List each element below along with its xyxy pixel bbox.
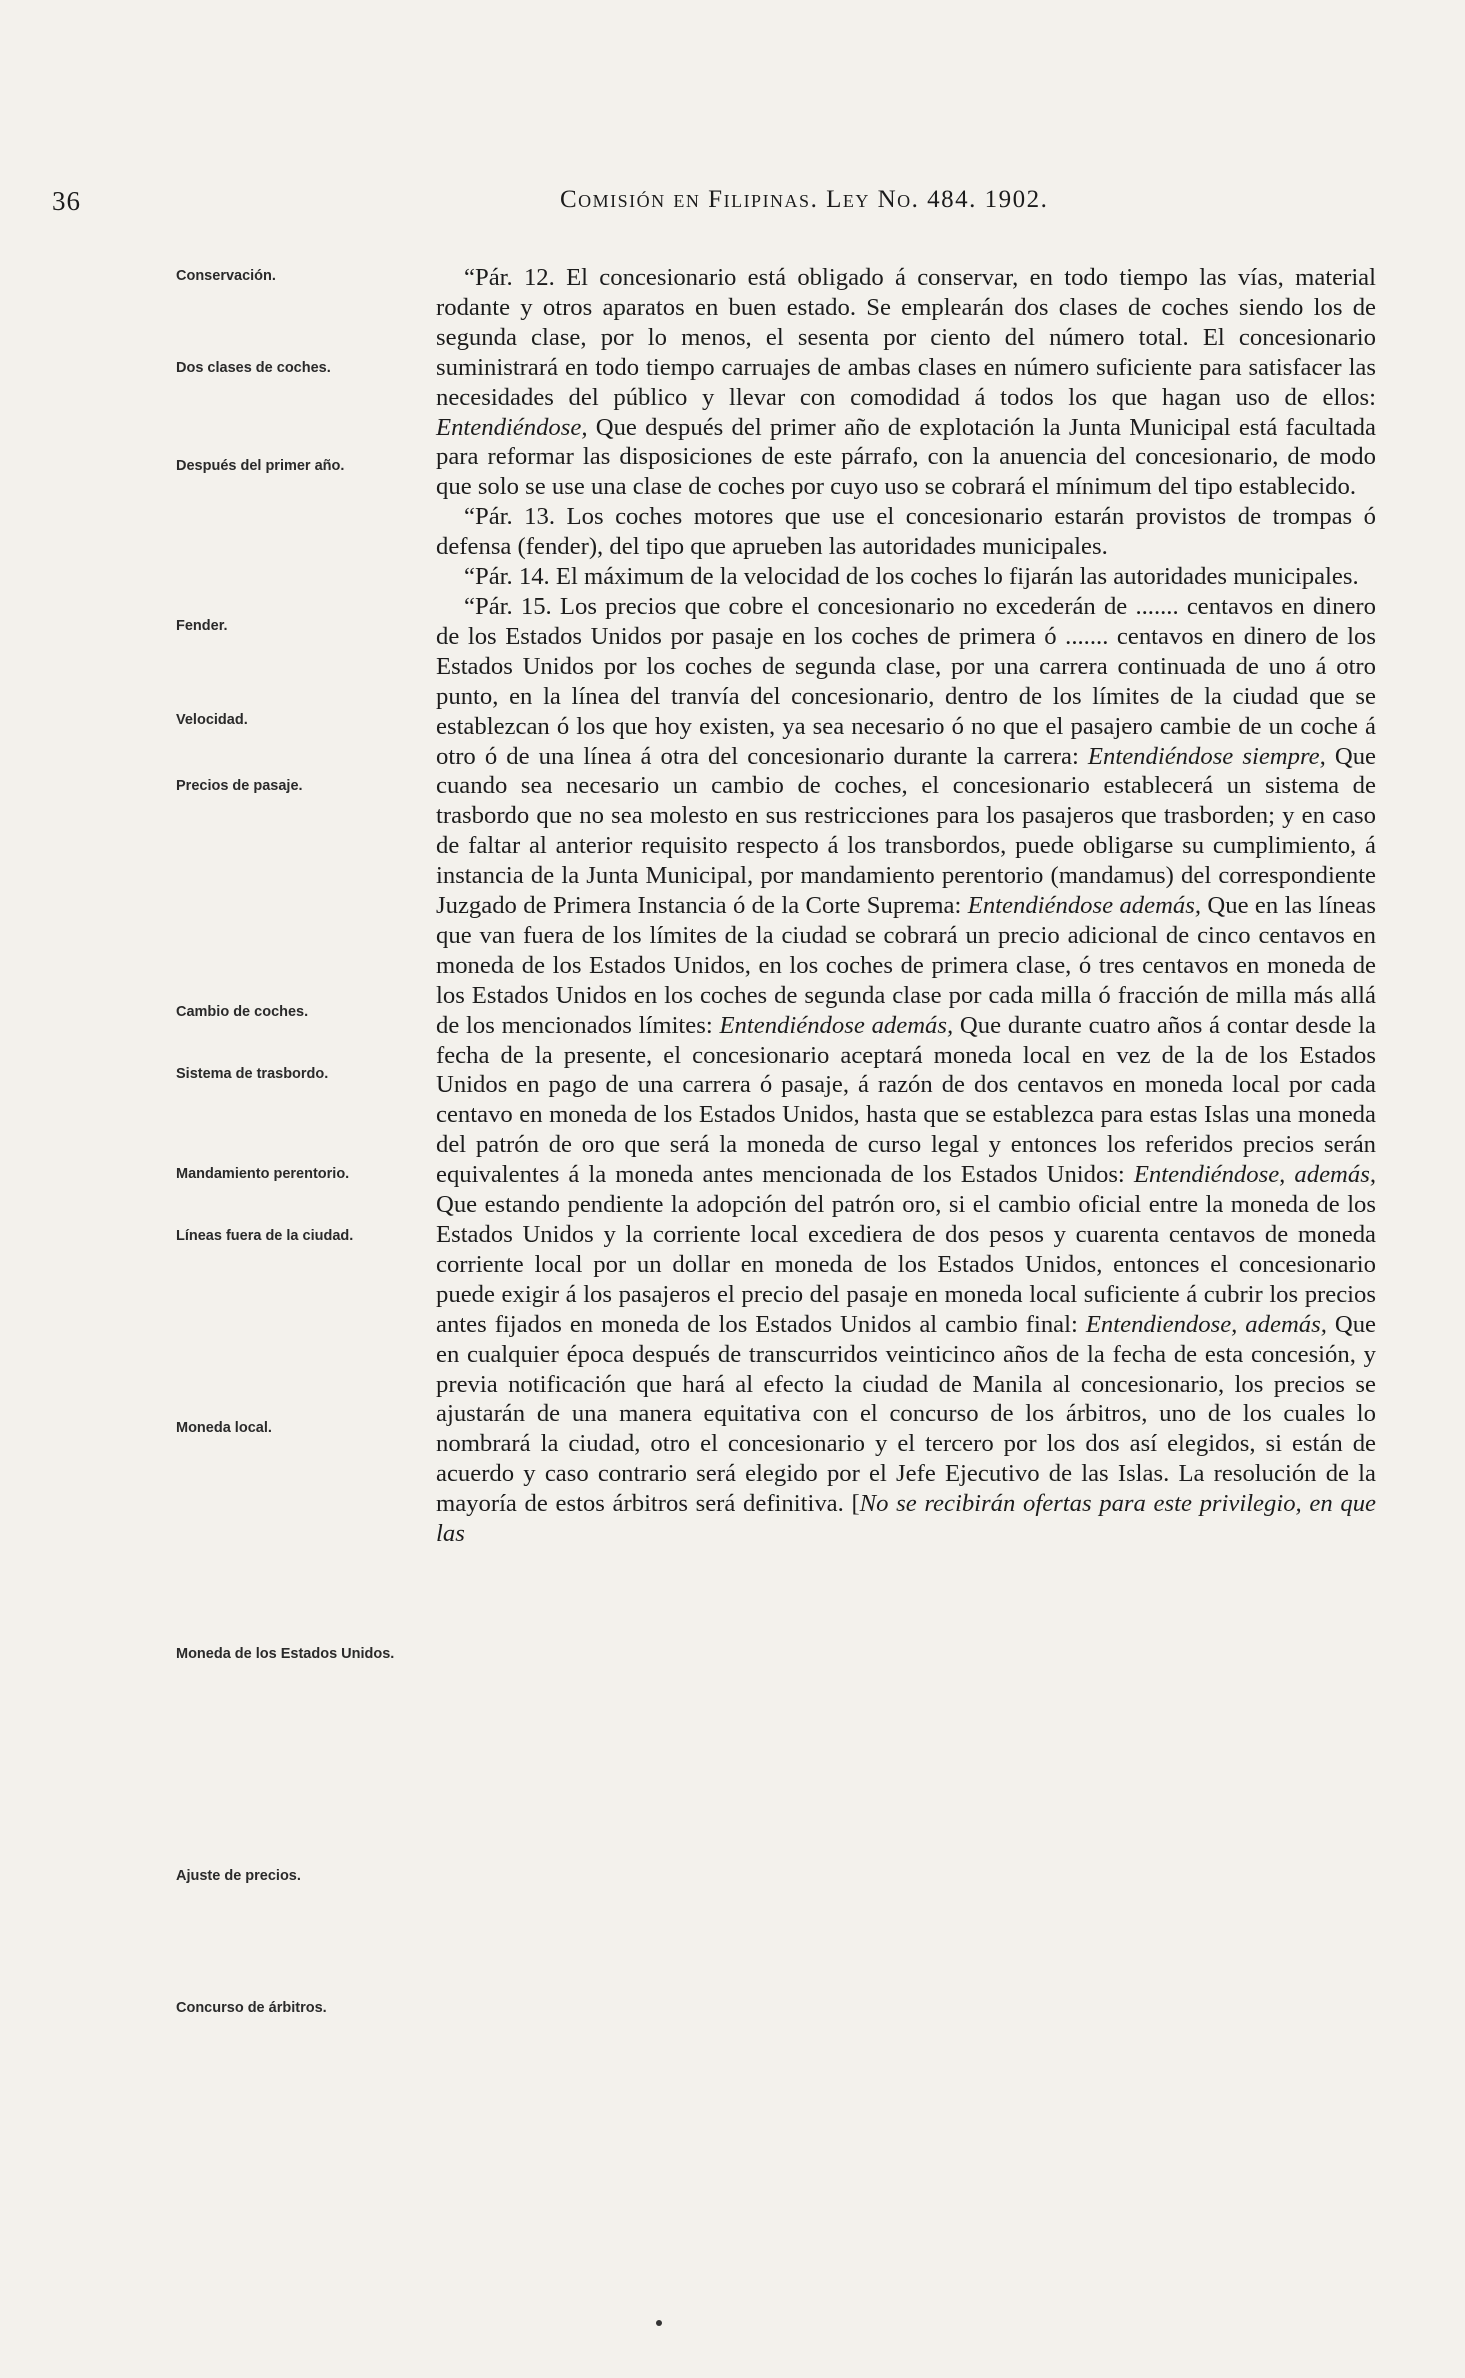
p15-proviso-3: Entendiéndose además, [719, 1011, 954, 1039]
p15-proviso-5: Entendiendose, además, [1085, 1310, 1327, 1338]
p15-text-b: Que cuando sea necesario un cambio de coches, el concesionario establecerá un sistema de trasbordo que no sea molesto en sus restricciones para los pasajeros que trasborden; y en caso de faltar al anterior requisito respecto á los transbordos, puede obligarse su cumplimiento, á instancia de la Junta Municipal, por mandamiento perentorio (mandamus) del correspondiente Juzgado de Primera Instancia ó de la Corte Suprema: [436, 742, 1377, 920]
p15-proviso-1: Entendiéndose siempre, [1087, 742, 1326, 770]
margin-note-arbitros: Concurso de árbitros. [176, 2000, 327, 2016]
margin-note-trasbordo: Sistema de trasbordo. [176, 1066, 329, 1082]
p15-text-a: “Pár. 15. Los precios que cobre el concesionario no excederán de ....... centavos en dinero de los Estados Unidos por pasaje en los coches de primera ó ....... centavos en dinero de los Estados Unidos por los coches de segunda clase, por una carrera continuada de uno á otro punto, en la línea del tranvía del concesionario, dentro de los límites de la ciudad que se establezcan ó los que hoy existen, ya sea necesario ó no que el pasajero cambie de un coche á otro ó de una línea á otra del concesionario durante la carrera: [436, 592, 1376, 770]
margin-note-fender: Fender. [176, 618, 228, 634]
p15-text-f: Que en cualquier época después de transcurridos veinticinco años de la fecha de esta concesión, y previa notificación que hará al efecto la ciudad de Manila al concesionario, los precios se ajustarán de una manera equitativa con el concurso de los árbitros, uno de los cuales lo nombrará la ciudad, otro el concesionario y el tercero por los dos así elegidos, si están de acuerdo y caso contrario será elegido por el Jefe Ejecutivo de las Islas. La resolución de la mayoría de estos árbitros será definitiva. [ [436, 1310, 1377, 1518]
margin-note-cambio-coches: Cambio de coches. [176, 1004, 309, 1020]
margin-note-conservacion: Conservación. [176, 268, 276, 284]
page-number: 36 [52, 186, 81, 216]
p15-text-c: Que en las líneas que van fuera de los límites de la ciudad se cobrará un precio adicional de cinco centavos en moneda de los Estados Unidos, en los coches de primera clase, ó tres centavos en moneda de los Estados Unidos en los coches de segunda clase por cada milla ó fracción de milla más allá de los mencionados límites: [436, 892, 1376, 1039]
p15-editorial-note: No se recibirán ofertas para este privilegio, en que las [436, 1490, 1376, 1548]
body-text [436, 263, 1376, 1549]
p12-text: “Pár. 12. El concesionario está obligado á conservar, en todo tiempo las vías, material rodante y otros aparatos en buen estado. Se emplearán dos clases de coches siendo los de segunda clase, por lo menos, el sesenta por ciento del número total. El concesionario suministrará en todo tiempo carruajes de ambas clases en número suficiente para satisfacer las necesidades del público y llevar con comodidad á todos los que hagan uso de ellos: [436, 264, 1376, 411]
p12-proviso: Entendiéndose, [436, 413, 588, 441]
p15-proviso-2: Entendiéndose además, [967, 892, 1202, 920]
paragraph-15 [436, 592, 1376, 1549]
p15-text-d: Que durante cuatro años á contar desde la fecha de la presente, el concesionario aceptará moneda local en vez de la de los Estados Unidos en pago de una carrera ó pasaje, á razón de dos centavos en moneda local por cada centavo en moneda de los Estados Unidos, hasta que se establezca para estas Islas una moneda del patrón de oro que será la moneda de curso legal y entonces los referidos precios serán equivalentes á la moneda antes mencionada de los Estados Unidos: [436, 1011, 1376, 1189]
margin-note-ajuste-precios: Ajuste de precios. [176, 1868, 301, 1884]
margin-note-despues-primer-ano: Después del primer año. [176, 458, 345, 474]
margin-note-precios: Precios de pasaje. [176, 778, 303, 794]
margin-note-velocidad: Velocidad. [176, 712, 248, 728]
running-head: Comisión en Filipinas. Ley No. 484. 1902. [560, 186, 1049, 213]
paragraph-14: “Pár. 14. El máximum de la velocidad de los coches lo fijarán las autoridades municipales. [464, 563, 1359, 591]
margin-note-moneda-local: Moneda local. [176, 1420, 272, 1436]
p15-text-e: Que estando pendiente la adopción del patrón oro, si el cambio oficial entre la moneda de los Estados Unidos y la corriente local excediera de dos pesos y cuarenta centavos de moneda corriente local por un dollar en moneda de los Estados Unidos, entonces el concesionario puede exigir á los pasajeros el precio del pasaje en moneda local suficiente á cubrir los precios antes fijados en moneda de los Estados Unidos al cambio final: [436, 1191, 1376, 1338]
p15-proviso-4: Entendiéndose, además, [1133, 1161, 1376, 1189]
margin-note-lineas-fuera: Líneas fuera de la ciudad. [176, 1228, 354, 1244]
page-header [0, 186, 1465, 226]
page-speck [656, 2320, 662, 2326]
p12-text-cont: Que después del primer año de explotación la Junta Municipal está facultada para reformar las disposiciones de este párrafo, con la anuencia del concesionario, de modo que solo se use una clase de coches por cuyo uso se cobrará el mínimum del tipo establecido. [436, 413, 1376, 501]
margin-note-dos-clases: Dos clases de coches. [176, 360, 331, 376]
paragraph-13: “Pár. 13. Los coches motores que use el concesionario estarán provistos de trompas ó defensa (fender), del tipo que aprueben las autoridades municipales. [436, 503, 1376, 561]
margin-note-moneda-eeuu: Moneda de los Estados Unidos. [176, 1646, 395, 1662]
margin-note-mandamiento: Mandamiento perentorio. [176, 1166, 350, 1182]
paragraph-12 [436, 263, 1376, 502]
